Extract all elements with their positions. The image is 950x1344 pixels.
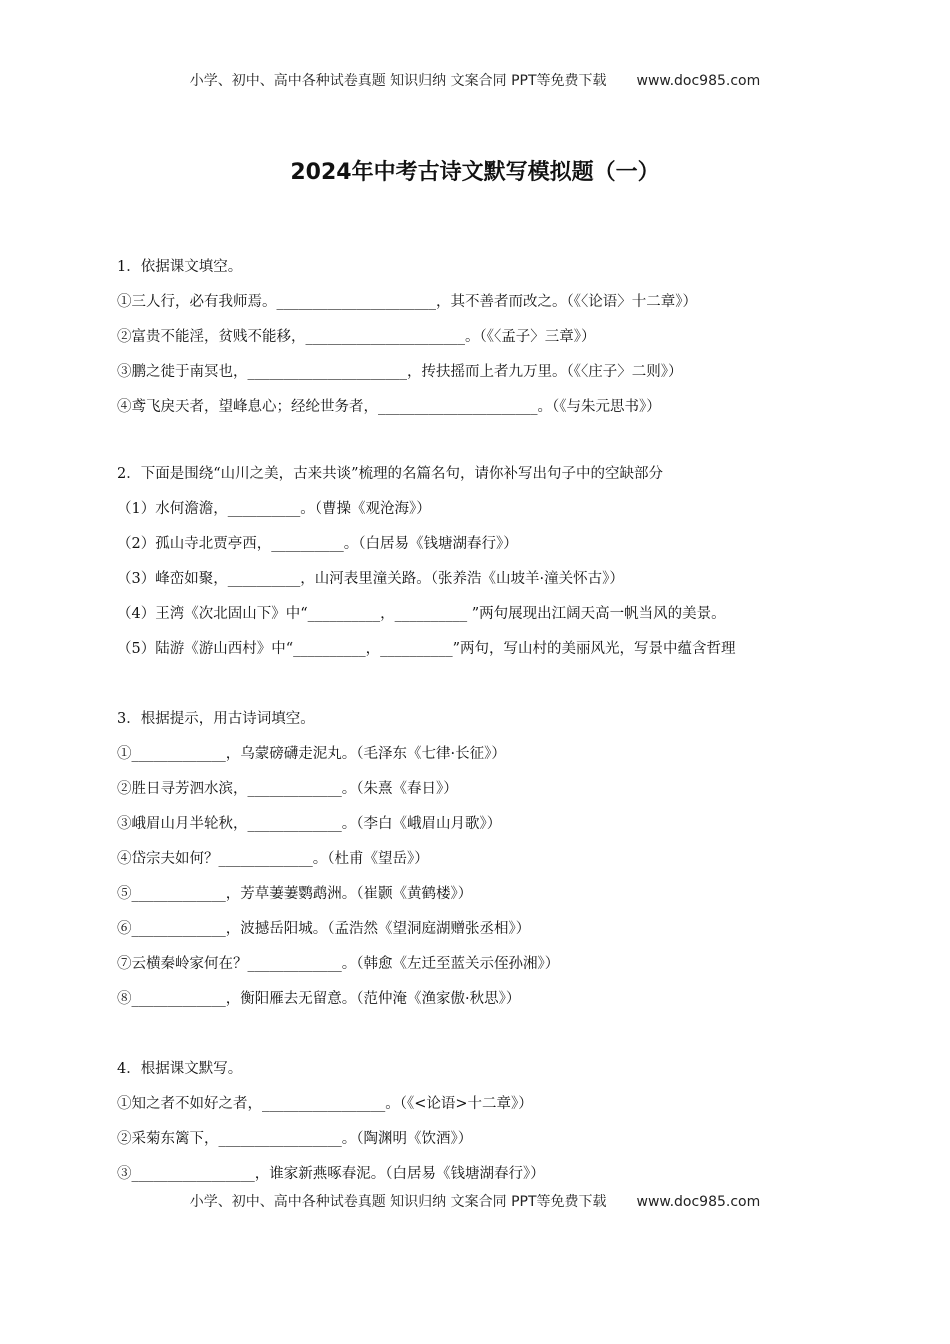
question-line: ⑥_____________，波撼岳阳城。（孟浩然《望洞庭湖赠张丞相》） xyxy=(117,921,531,937)
question-line: ①知之者不如好之者，_________________。（《<论语>十二章》） xyxy=(117,1096,533,1112)
section-3 xyxy=(117,702,857,1017)
page-footer xyxy=(0,1191,950,1211)
question-line: ②采菊东篱下，_________________。（陶渊明《饮酒》） xyxy=(117,1131,473,1147)
section-4 xyxy=(117,1052,857,1192)
footer-text: 小学、初中、高中各种试卷真题 知识归纳 文案合同 PPT等免费下载 xyxy=(189,1194,607,1210)
question-line: （3）峰峦如聚，__________，山河表里潼关路。（张养浩《山坡羊·潼关怀古》） xyxy=(117,571,624,587)
question-line: ①三人行，必有我师焉。______________________，其不善者而改之。（《〈论语〉十二章》） xyxy=(117,294,697,310)
question-line: ①_____________，乌蒙磅礴走泥丸。（毛泽东《七律·长征》） xyxy=(117,746,506,762)
question-line: ⑧_____________，衡阳雁去无留意。（范仲淹《渔家傲·秋思》） xyxy=(117,991,521,1007)
question-line: ④鸢飞戾天者，望峰息心；经纶世务者，______________________。（《与朱元思书》） xyxy=(117,399,661,415)
question-line: ④岱宗夫如何？_____________。（杜甫《望岳》） xyxy=(117,851,429,867)
question-line: ②胜日寻芳泗水滨，_____________。（朱熹《春日》） xyxy=(117,781,458,797)
question-line: ③_________________，谁家新燕啄春泥。（白居易《钱塘湖春行》） xyxy=(117,1166,545,1182)
question-line: （2）孤山寺北贾亭西，__________。（白居易《钱塘湖春行》） xyxy=(117,536,518,552)
question-line: ②富贵不能淫，贫贱不能移，______________________。（《〈孟子〉三章》） xyxy=(117,329,596,345)
page-header xyxy=(0,70,950,90)
section-heading: 2．下面是围绕“山川之美，古来共谈”梳理的名篇名句，请你补写出句子中的空缺部分 xyxy=(117,466,664,482)
footer-site: www.doc985.com xyxy=(636,1194,761,1210)
question-line: ③鹏之徙于南冥也，______________________，抟扶摇而上者九万里。（《〈庄子〉二则》） xyxy=(117,364,683,380)
section-heading: 3．根据提示，用古诗词填空。 xyxy=(117,711,315,727)
header-text: 小学、初中、高中各种试卷真题 知识归纳 文案合同 PPT等免费下载 xyxy=(189,73,607,89)
section-1 xyxy=(117,250,857,425)
question-line: （5）陆游《游山西村》中“__________，__________”两句，写山村的美丽风光，写景中蕴含哲理 xyxy=(117,641,736,657)
section-2 xyxy=(117,457,857,667)
page-title: 2024年中考古诗文默写模拟题（一） xyxy=(290,160,660,185)
question-line: （1）水何澹澹，__________。（曹操《观沧海》） xyxy=(117,501,431,517)
header-site: www.doc985.com xyxy=(636,73,761,89)
question-line: ⑤_____________，芳草萋萋鹦鹉洲。（崔颢《黄鹤楼》） xyxy=(117,886,473,902)
section-heading: 1．依据课文填空。 xyxy=(117,259,243,275)
question-line: ⑦云横秦岭家何在？_____________。（韩愈《左迁至蓝关示侄孙湘》） xyxy=(117,956,560,972)
section-heading: 4．根据课文默写。 xyxy=(117,1061,243,1077)
question-line: （4）王湾《次北固山下》中“__________，__________ ”两句展现出江阔天高一帆当风的美景。 xyxy=(117,606,726,622)
question-line: ③峨眉山月半轮秋，_____________。（李白《峨眉山月歌》） xyxy=(117,816,502,832)
